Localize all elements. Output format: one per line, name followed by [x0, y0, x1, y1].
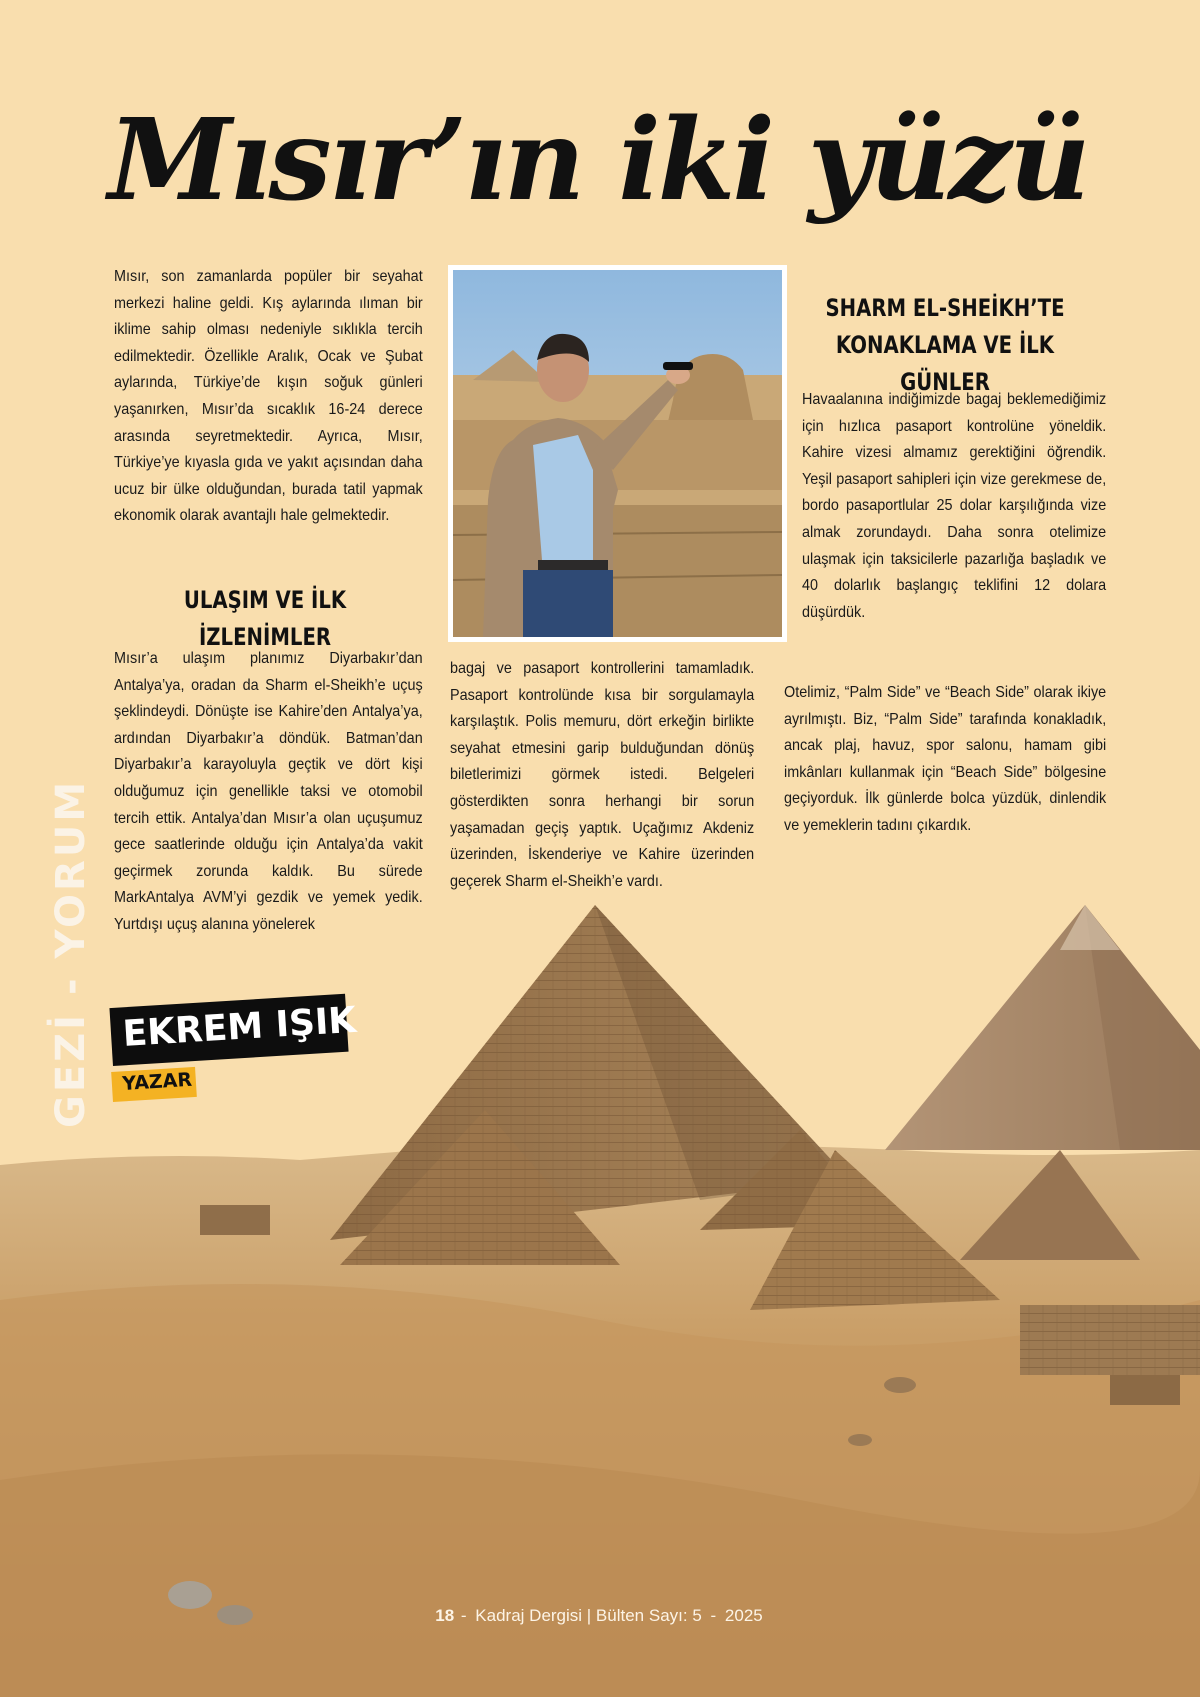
section-heading-sharm-line1: SHARM EL-SHEİKH’TE: [825, 294, 1065, 322]
footer-separator: -: [710, 1606, 717, 1625]
publication-year: 2025: [724, 1606, 763, 1625]
publication-info: Kadraj Dergisi | Bülten Sayı: 5: [475, 1606, 702, 1625]
author-role: YAZAR: [121, 1068, 193, 1095]
section-heading-transport: [130, 582, 401, 656]
author-sphinx-photo: [453, 270, 782, 637]
section-category-label: GEZİ - YORUM: [48, 778, 94, 1128]
transport-paragraph-continued: bagaj ve pasaport kontrollerini tamamladık. Pasaport kontrolünde kısa bir sorgulamayla karşılaştık. Polis memuru, dört erkeğin birlikte seyahat etmesini garip bulduğundan dönüş biletlerimizi görmek istedi. Belgeleri gösterdikten sonra herhangi bir sorun yaşamadan geçiş yaptık. Uçağımız Akdeniz üzerinden, İskenderiye ve Kahire üzerinden geçerek Sharm el-Sheikh’e vardı.: [450, 660, 755, 890]
footer-separator: -: [460, 1606, 467, 1625]
page-number: 18: [435, 1606, 455, 1625]
author-name: EKREM IŞIK: [121, 999, 358, 1055]
section-heading-transport-text: ULAŞIM VE İLK İZLENİMLER: [183, 586, 347, 651]
author-photo-frame: [448, 265, 787, 642]
section-heading-sharm-line2: KONAKLAMA VE İLK GÜNLER: [835, 331, 1055, 396]
section-heading-sharm: [806, 290, 1085, 401]
transport-paragraph: Mısır’a ulaşım planımız Diyarbakır’dan Antalya’ya, oradan da Sharm el-Sheikh’e uçuş şeklindeydi. Dönüşte ise Kahire’den Antalya’ya, ardından Diyarbakır’a döndük. Batman’dan Diyarbakır’a karayoluyla geçtik ve dört kişi olduğumuz için genellikle taksi ve otomobil tercih ettik. Antalya’dan Mısır’a olan uçuşumuz gece saatlerinde olduğu için Antalya’da vakit geçirmek zorunda kaldık. Bu sürede MarkAntalya AVM’yi gezdik ve yemek yedik. Yurtdışı uçuş alanına yönelerek: [114, 650, 423, 933]
article-title: Mısır’ın iki yüzü: [108, 95, 1088, 226]
sharm-paragraph-1: Havaalanına indiğimizde bagaj beklemediğimiz için hızlıca pasaport kontrolüne yöneldik. Kahire vizesi almamız gerektiğini öğrendik. Yeşil pasaport sahipleri için vize gerekmese de, bordo pasaportlular 25 dolar karşılığında vize almak zorundaydı. Daha sonra otelimize ulaşmak için taksicilerle pazarlığa başladık ve 40 dolarlık başlangıç teklifini 12 dolara düşürdük.: [802, 391, 1107, 621]
sharm-paragraph-2: Otelimiz, “Palm Side” ve “Beach Side” olarak ikiye ayrılmıştı. Biz, “Palm Side” tarafında konakladık, ancak plaj, havuz, spor salonu, hamam gibi imkânları kullanmak için “Beach Side” bölgesine geçiyorduk. İlk günlerde bolca yüzdük, dinlendik ve yemeklerin tadını çıkardık.: [784, 684, 1107, 834]
intro-paragraph: Mısır, son zamanlarda popüler bir seyahat merkezi haline geldi. Kış aylarında ılıman bir iklime sahip olması nedeniyle sıklıkla tercih edilmektedir. Özellikle Aralık, Ocak ve Şubat aylarında, Türkiye’de kışın soğuk günleri yaşanırken, Mısır’da sıcaklık 16-24 derece arasında seyretmektedir. Ayrıca, Mısır, Türkiye’ye kıyasla gıda ve yakıt açısından daha ucuz bir ülke olduğundan, burada tatil yapmak ekonomik olarak avantajlı hale gelmektedir.: [114, 268, 423, 525]
page-footer: [0, 1606, 1200, 1626]
